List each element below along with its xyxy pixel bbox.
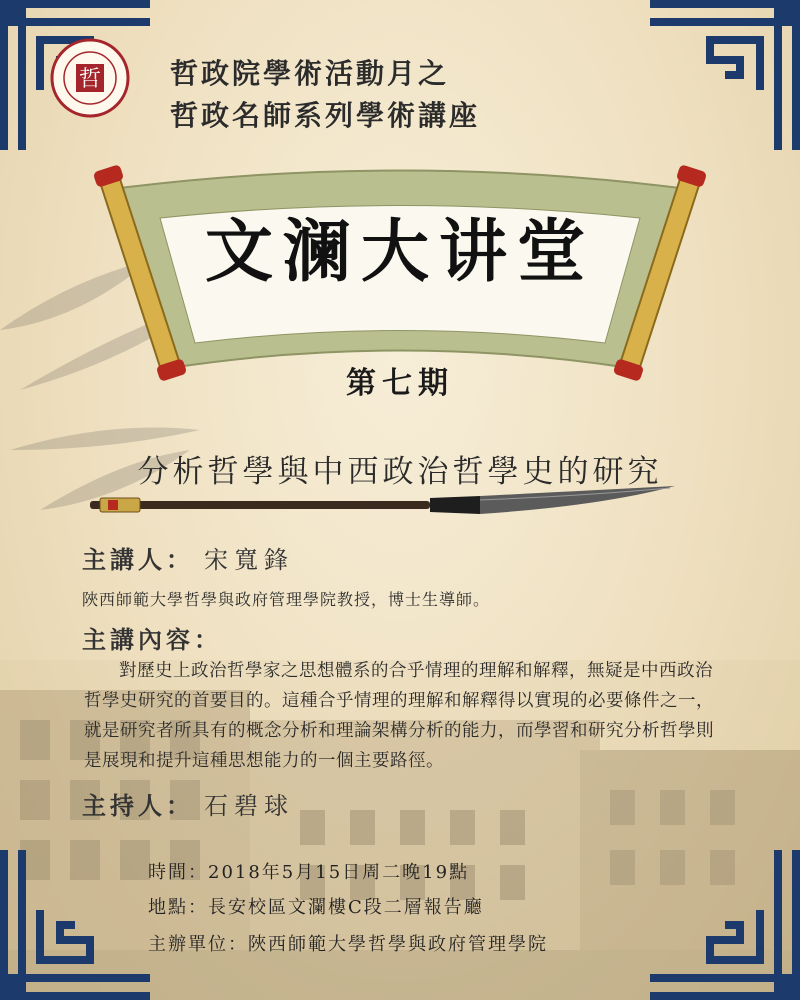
content-label: 主講內容： <box>82 625 222 654</box>
series-title-line-2: 哲政名師系列學術講座 <box>170 99 481 132</box>
event-time: 時間：2018年5月15日周二晚19點 <box>148 862 470 883</box>
scroll-title: 文澜大讲堂 <box>204 212 595 292</box>
speaker-name: 宋寬鋒 <box>204 546 294 574</box>
frame-corner-bottom-left <box>0 850 150 1000</box>
content-body: 對歷史上政治哲學家之思想體系的合乎情理的理解和解釋，無疑是中西政治哲學史研究的首要目的。這種合乎情理的理解和解釋得以實現的必要條件之一，就是研究者所具有的概念分析和理論架構分析的能力，而學習和研究分析哲學則是展現和提升這種思想能力的一個主要路徑。 <box>84 661 714 771</box>
seal-character: 哲 <box>78 67 102 92</box>
speaker-title: 陜西師範大學哲學與政府管理學院教授，博士生導師。 <box>82 590 491 609</box>
host-name: 石碧球 <box>204 792 294 820</box>
frame-corner-bottom-right <box>650 850 800 1000</box>
frame-corner-top-right <box>650 0 800 150</box>
college-logo-seal <box>50 38 130 118</box>
event-organizer: 主辦單位：陜西師範大學哲學與政府管理學院 <box>148 934 548 955</box>
event-place: 地點：長安校區文瀾樓C段二層報告廳 <box>148 897 484 918</box>
speaker-row <box>82 540 294 575</box>
speaker-label: 主講人： <box>82 545 194 574</box>
series-title-line-1: 哲政院學術活動月之 <box>170 57 450 90</box>
lecture-title: 分析哲學與中西政治哲學史的研究 <box>137 454 663 490</box>
host-label: 主持人： <box>82 791 194 820</box>
host-row <box>82 786 294 821</box>
issue-number: 第七期 <box>346 366 454 401</box>
calligraphy-brush-icon <box>80 484 680 524</box>
